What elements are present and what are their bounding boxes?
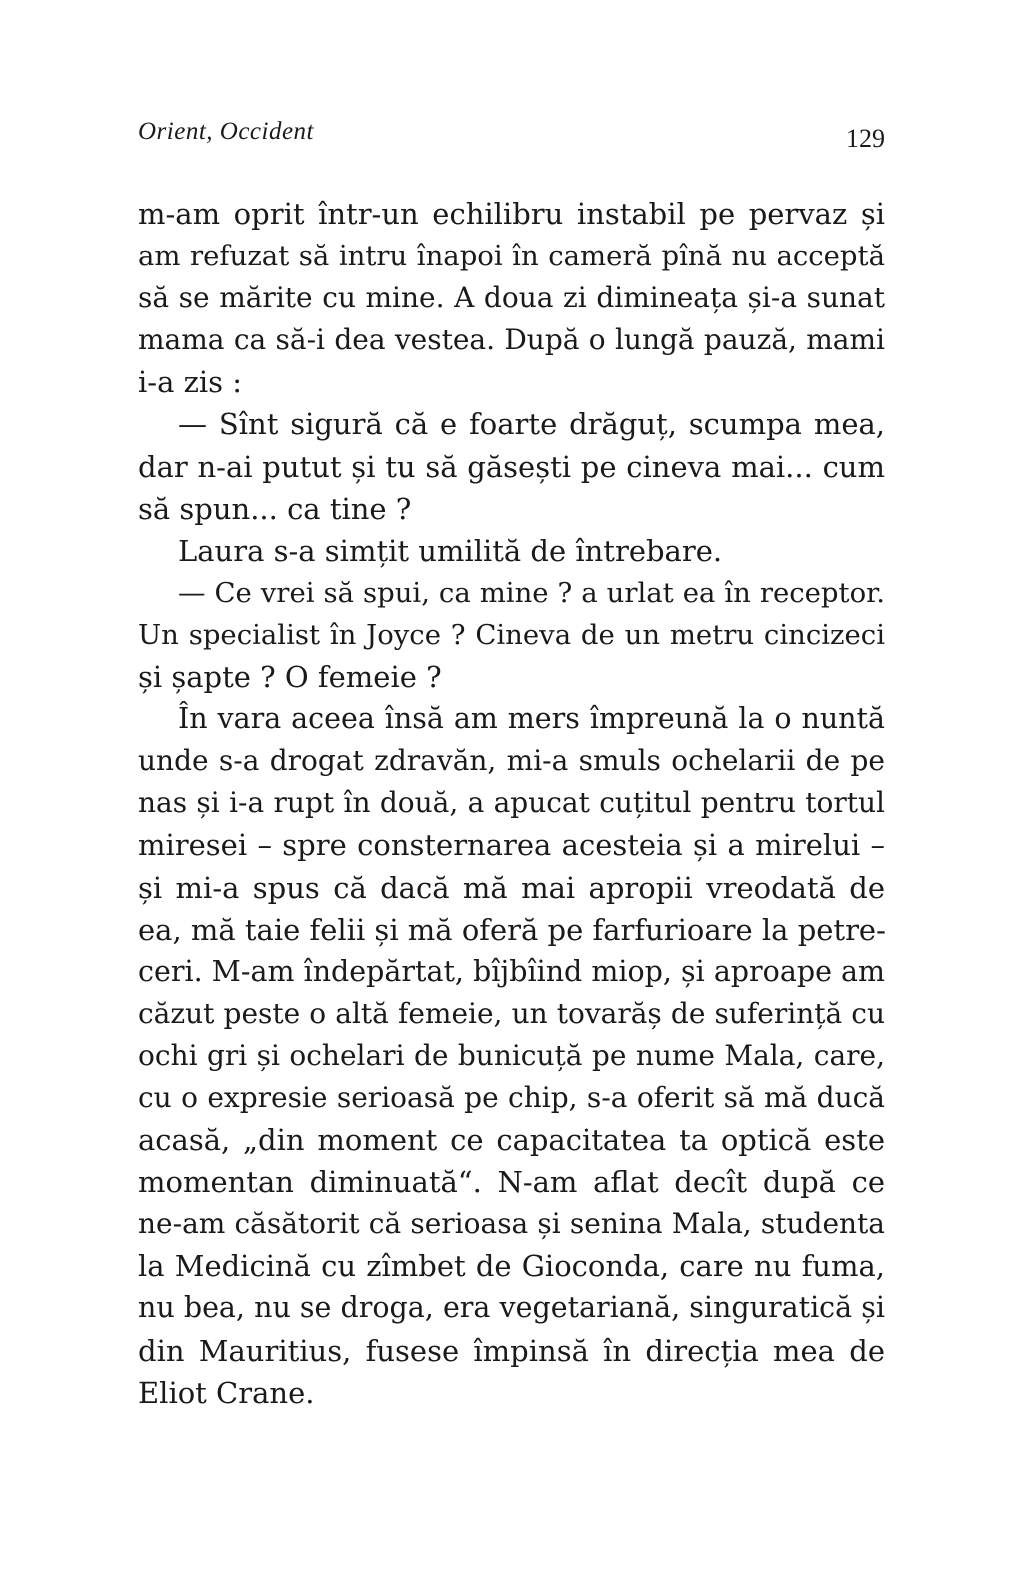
text-line: miresei – spre consternarea acesteia și a mirelui – — [138, 828, 885, 863]
text-line: unde s-a drogat zdravăn, mi-a smuls ochelarii de pe — [138, 744, 885, 778]
text-line: Eliot Crane. — [138, 1375, 315, 1410]
text-line: — Sînt sigură că e foarte drăguț, scumpa mea, — [178, 407, 885, 442]
text-line: În vara aceea însă am mers împreună la o nuntă — [178, 702, 885, 736]
text-line: din Mauritius, fusese împinsă în direcția mea de — [138, 1333, 885, 1368]
text-line: cu o expresie serioasă pe chip, s-a oferit să mă ducă — [138, 1080, 885, 1114]
page-number: 129 — [846, 124, 885, 153]
text-line: acasă, „din moment ce capacitatea ta optică este — [138, 1123, 885, 1158]
text-line: să spun... ca tine ? — [138, 491, 412, 526]
text-line: și mi-a spus că dacă mă mai apropii vreodată de — [138, 870, 885, 905]
text-line: ne-am căsătorit că serioasa și senina Mala, studenta — [138, 1207, 885, 1241]
text-line: nas și i-a rupt în două, a apucat cuțitul pentru tortul — [138, 786, 885, 820]
text-line: să se mărite cu mine. A doua zi dimineața și-a sunat — [138, 281, 885, 315]
text-line: mama ca să-i dea vestea. După o lungă pauză, mami — [138, 323, 885, 357]
text-line: căzut peste o altă femeie, un tovarăș de suferință cu — [138, 996, 885, 1030]
text-line: ceri. M-am îndepărtat, bîjbîind miop, și aproape am — [138, 954, 886, 988]
text-line: am refuzat să intru înapoi în cameră pînă nu acceptă — [138, 240, 885, 273]
text-line: și șapte ? O femeie ? — [138, 660, 442, 695]
text-line: dar n-ai putut și tu să găsești pe cineva mai... cum — [138, 449, 885, 484]
text-line: Un specialist în Joyce ? Cineva de un metru cincizeci — [138, 618, 885, 651]
text-line: momentan diminuată“. N-am aflat decît după ce — [138, 1165, 885, 1200]
text-line: ochi gri și ochelari de bunicuță pe nume Mala, care, — [138, 1038, 885, 1072]
text-line: Laura s-a simțit umilită de întrebare. — [178, 533, 723, 568]
text-line: ea, mă taie felii și mă oferă pe farfurioare la petre- — [138, 912, 886, 947]
text-line: m-am oprit într-un echilibru instabil pe pervaz și — [138, 197, 885, 231]
text-line: la Medicină cu zîmbet de Gioconda, care nu fuma, — [138, 1249, 885, 1284]
running-head: Orient, Occident — [138, 118, 315, 145]
body-text — [138, 193, 885, 1414]
page-header — [138, 118, 885, 158]
text-line: nu bea, nu se droga, era vegetariană, singuratică și — [138, 1291, 885, 1325]
text-line: i-a zis : — [138, 365, 243, 400]
text-line: — Ce vrei să spui, ca mine ? a urlat ea în receptor. — [178, 576, 885, 609]
